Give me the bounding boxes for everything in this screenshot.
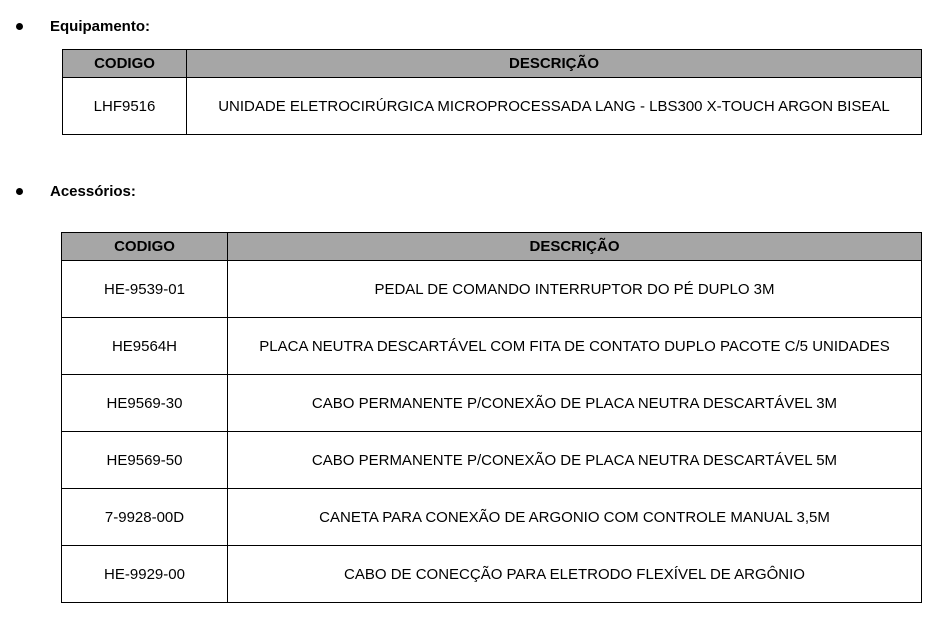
code-cell: HE9564H [62, 318, 228, 375]
description-cell: PLACA NEUTRA DESCARTÁVEL COM FITA DE CONTATO DUPLO PACOTE C/5 UNIDADES [228, 318, 922, 375]
description-cell: CABO DE CONECÇÃO PARA ELETRODO FLEXÍVEL DE ARGÔNIO [228, 546, 922, 603]
table-row [62, 432, 922, 489]
bullet-icon [16, 23, 23, 30]
table-row [62, 546, 922, 603]
code-cell: 7-9928-00D [62, 489, 228, 546]
description-cell: PEDAL DE COMANDO INTERRUPTOR DO PÉ DUPLO 3M [228, 261, 922, 318]
equipment-heading-label: Equipamento: [50, 18, 150, 35]
table-header-row [62, 233, 922, 261]
code-cell: LHF9516 [63, 78, 187, 135]
description-column-header: DESCRIÇÃO [228, 233, 922, 261]
description-cell: CABO PERMANENTE P/CONEXÃO DE PLACA NEUTRA DESCARTÁVEL 3M [228, 375, 922, 432]
equipment-table [62, 49, 922, 135]
code-cell: HE9569-50 [62, 432, 228, 489]
code-cell: HE-9929-00 [62, 546, 228, 603]
description-cell: CANETA PARA CONEXÃO DE ARGONIO COM CONTROLE MANUAL 3,5M [228, 489, 922, 546]
code-column-header: CODIGO [63, 50, 187, 78]
table-row [62, 318, 922, 375]
accessories-table [61, 232, 922, 603]
accessories-heading-label: Acessórios: [50, 183, 136, 200]
code-column-header: CODIGO [62, 233, 228, 261]
description-cell: CABO PERMANENTE P/CONEXÃO DE PLACA NEUTRA DESCARTÁVEL 5M [228, 432, 922, 489]
code-cell: HE9569-30 [62, 375, 228, 432]
table-row [63, 78, 922, 135]
table-header-row [63, 50, 922, 78]
code-cell: HE-9539-01 [62, 261, 228, 318]
description-cell: UNIDADE ELETROCIRÚRGICA MICROPROCESSADA LANG - LBS300 X-TOUCH ARGON BISEAL [187, 78, 922, 135]
table-row [62, 375, 922, 432]
table-row [62, 261, 922, 318]
table-row [62, 489, 922, 546]
description-column-header: DESCRIÇÃO [187, 50, 922, 78]
bullet-icon [16, 188, 23, 195]
